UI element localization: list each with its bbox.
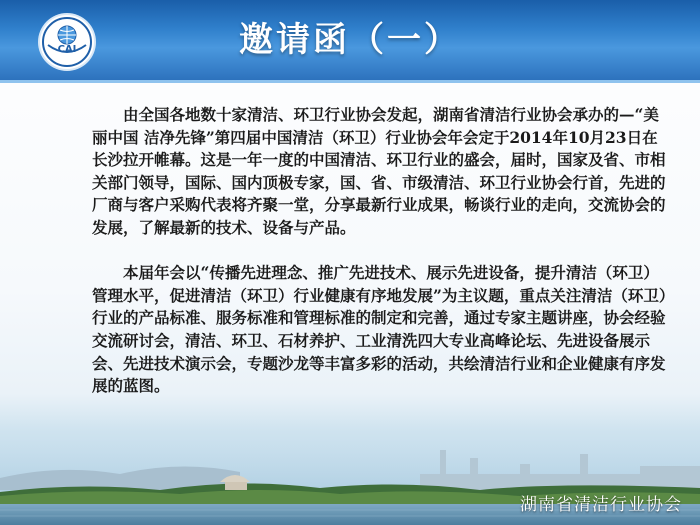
paragraph-1: 由全国各地数十家清洁、环卫行业协会发起，湖南省清洁行业协会承办的—“美丽中国 洁净先锋”第四届中国清洁（环卫）行业协会年会定于2014年10月23日在长沙拉开帷幕。这是一年一度的中国清洁、环卫行业的盛会，届时，国家及省、市相关部门领导，国际、国内顶极专家，国、省、市级清洁、环卫行业协会行首，先进的厂商与客户采购代表将齐聚一堂，分享最新行业成果，畅谈行业的走向，交流协会的发展，了解最新的技术、设备与产品。: [92, 105, 666, 237]
paragraph-2: 本届年会以“传播先进理念、推广先进技术、展示先进设备，提升清洁（环卫）管理水平，促进清洁（环卫）行业健康有序地发展”为主议题，重点关注清洁（环卫）行业的产品标准、服务标准和管理标准的制定和完善，通过专家主题讲座，协会经验交流研讨会，清洁、环卫、石材养护、工业清洗四大专业高峰论坛、先进设备展示会、先进技术演示会，专题沙龙等丰富多彩的活动，共绘清洁行业和企业健康有序发展的蓝图。: [92, 263, 667, 396]
invitation-body: [92, 104, 672, 398]
page-title: 邀请函（一）: [239, 20, 461, 60]
footer-organization: 湖南省清洁行业协会: [520, 495, 682, 515]
header-banner: [0, 0, 700, 83]
logo-text: CAI: [57, 44, 77, 55]
